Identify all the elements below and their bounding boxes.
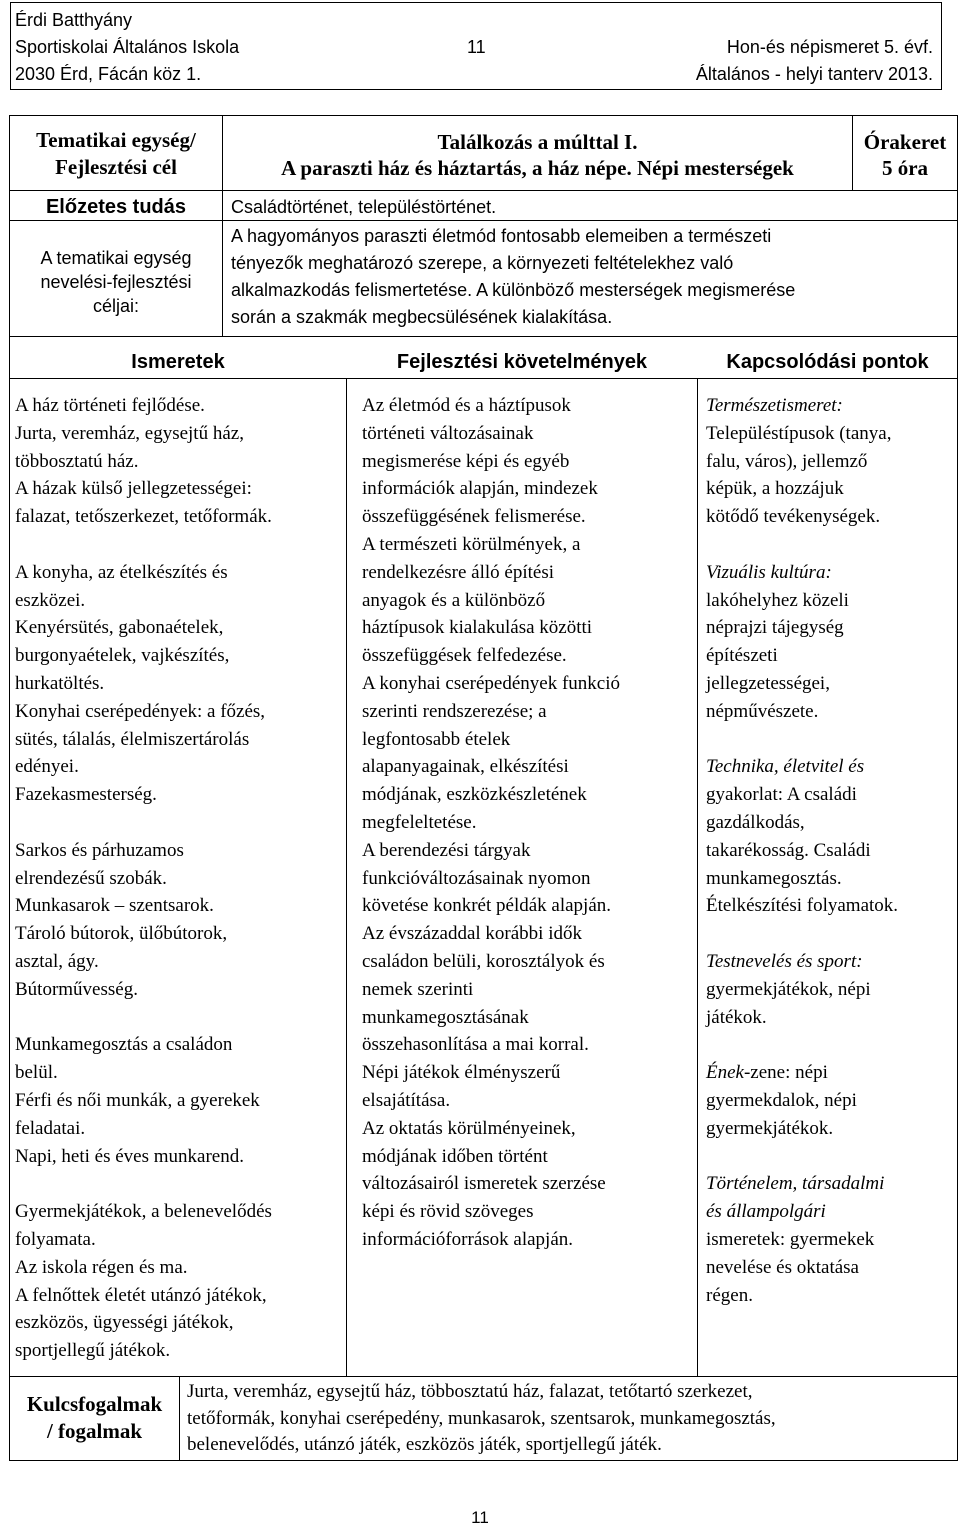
curriculum-title: Általános - helyi tanterv 2013. <box>695 64 933 84</box>
requirements-column <box>362 392 620 1254</box>
knowledge-line: Tároló bútorok, ülőbútorok, <box>15 923 228 945</box>
knowledge-line: Férfi és női munkák, a gyerekek <box>15 1089 260 1111</box>
topic-title: Találkozás a múlttal I. A paraszti ház és háztartás, a ház népe. Népi mesterségek <box>281 130 794 180</box>
knowledge-line: Fazekasmesterség. <box>15 784 157 806</box>
knowledge-line: falazat, tetőszerkezet, tetőformák. <box>15 506 272 528</box>
requirement-line: történeti változásainak <box>362 422 534 444</box>
requirement-line: megismerése képi és egyéb <box>362 450 570 472</box>
connection-visual-culture: Vizuális kultúra: lakóhelyhez közeli néprajzi tájegység építészeti jellegzetességei, népművészete. <box>706 561 849 722</box>
connection-physical-education: Testnevelés és sport: gyermekjátékok, népi játékok. <box>706 950 871 1028</box>
knowledge-line: Konyhai cserépedények: a főzés, <box>15 700 266 722</box>
knowledge-line: Az iskola régen és ma. <box>15 1256 188 1278</box>
column-header-knowledge: Ismeretek <box>131 351 225 373</box>
requirement-line: Népi játékok élményszerű <box>362 1062 561 1084</box>
requirement-line: változásairól ismeretek szerzése <box>362 1173 606 1195</box>
knowledge-line: A konyha, az ételkészítés és <box>15 561 228 583</box>
keywords-label: Kulcsfogalmak / fogalmak <box>26 1392 163 1443</box>
knowledge-line: burgonyaételek, vajkészítés, <box>15 645 230 667</box>
knowledge-line: Napi, heti és éves munkarend. <box>15 1145 244 1167</box>
prior-knowledge-label: Előzetes tudás <box>45 196 187 218</box>
knowledge-line: Munkasarok – szentsarok. <box>15 895 214 917</box>
knowledge-line: Kenyérsütés, gabonaételek, <box>15 617 224 639</box>
knowledge-line: sütés, tálalás, élelmiszertárolás <box>15 728 250 750</box>
requirement-line: munkamegosztásának <box>362 1006 529 1028</box>
connections-column <box>706 392 898 1309</box>
column-header-requirements: Fejlesztési követelmények <box>396 351 648 373</box>
requirement-line: Az életmód és a háztípusok <box>362 395 571 416</box>
subject-title: Hon-és népismeret 5. évf. <box>726 37 933 57</box>
school-type: Sportiskolai Általános Iskola <box>15 37 240 57</box>
knowledge-line <box>15 1004 272 1032</box>
column-header-connections: Kapcsolódási pontok <box>726 351 929 373</box>
knowledge-line: Jurta, veremház, egysejtű ház, <box>15 422 244 444</box>
requirement-line: Az oktatás körülményeinek, <box>362 1117 576 1139</box>
knowledge-line: Gyermekjátékok, a belenevelődés <box>15 1201 272 1223</box>
knowledge-line: asztal, ágy. <box>15 950 99 972</box>
requirement-line: módjának időben történt <box>362 1145 548 1167</box>
knowledge-line: feladatai. <box>15 1117 86 1139</box>
footer-page-number: 11 <box>471 1508 489 1527</box>
requirement-line: elsajátítása. <box>362 1089 451 1111</box>
requirement-line: családon belüli, korosztályok és <box>362 950 605 972</box>
knowledge-line: hurkatöltés. <box>15 672 105 694</box>
requirement-line: A természeti körülmények, a <box>362 533 581 555</box>
requirement-line: megfeleltetése. <box>362 811 477 833</box>
knowledge-column <box>15 392 272 1365</box>
knowledge-line: A ház történeti fejlődése. <box>15 395 205 416</box>
prior-knowledge-text: Családtörténet, településtörténet. <box>231 197 497 217</box>
connection-history: Történelem, társadalmi és állampolgári ismeretek: gyermekek nevelése és oktatása régen. <box>706 1173 885 1306</box>
requirement-line: képi és rövid szöveges <box>362 1201 534 1223</box>
requirement-line: anyagok és a különböző <box>362 589 546 611</box>
knowledge-line: Sarkos és párhuzamos <box>15 839 184 861</box>
page-header <box>10 2 942 90</box>
requirement-line: háztípusok kialakulása közötti <box>362 617 593 639</box>
knowledge-line: többosztatú ház. <box>15 450 139 472</box>
requirement-line: alapanyagainak, elkészítési <box>362 756 569 778</box>
requirement-line: A konyhai cserépedények funkció <box>362 672 620 694</box>
requirement-line: követése konkrét példák alapján. <box>362 895 612 917</box>
requirement-line: összehasonlítása a mai korral. <box>362 1034 589 1056</box>
requirement-line: funkcióváltozásainak nyomon <box>362 867 591 889</box>
knowledge-line: A házak külső jellegzetességei: <box>15 478 252 500</box>
topic-label: Tematikai egység/ Fejlesztési cél <box>36 128 196 179</box>
requirement-line: módjának, eszközkészletének <box>362 784 587 806</box>
knowledge-line: belül. <box>15 1062 58 1084</box>
connection-music: Ének-zene: népi gyermekdalok, népi gyermekjátékok. <box>706 1062 857 1139</box>
requirement-line: A berendezési tárgyak <box>362 839 531 861</box>
knowledge-line <box>15 531 272 559</box>
goals-text: A hagyományos paraszti életmód fontosabb elemeiben a természeti tényezők meghatározó szerepe, a környezeti feltételekhez való alkalmazkodás felismertetése. A különböző mesterségek megismerése során a szakmák megbecsülésének kialakítása. <box>231 226 796 327</box>
knowledge-line: sportjellegű játékok. <box>15 1340 171 1362</box>
hours-frame: Órakeret 5 óra <box>863 130 947 180</box>
requirement-line: szerinti rendszerezése; a <box>362 700 547 722</box>
requirement-line: rendelkezésre álló építési <box>362 561 555 583</box>
connection-technology: Technika, életvitel és gyakorlat: A családi gazdálkodás, takarékosság. Családi munkamegosztás. Ételkészítési folyamatok. <box>706 756 899 917</box>
knowledge-line <box>15 1170 272 1198</box>
knowledge-line <box>15 809 272 837</box>
knowledge-line: folyamata. <box>15 1228 96 1250</box>
school-address: 2030 Érd, Fácán köz 1. <box>15 64 202 84</box>
header-page-number: 11 <box>467 37 486 57</box>
knowledge-line: eszközei. <box>15 589 86 611</box>
knowledge-line: A felnőttek életét utánzó játékok, <box>15 1284 267 1306</box>
connection-natural-science: Természetismeret: Településtípusok (tanya, falu, város), jellemző képük, a hozzájuk kötődő tevékenységek. <box>706 395 892 528</box>
requirement-line: információk alapján, mindezek <box>362 478 598 500</box>
requirement-line: Az évszázaddal korábbi idők <box>362 923 582 945</box>
knowledge-line: elrendezésű szobák. <box>15 867 167 889</box>
requirement-line: összefüggésének felismerése. <box>362 506 586 528</box>
keywords-text: Jurta, veremház, egysejtű ház, többosztatú ház, falazat, tetőtartó szerkezet, tetőformák, konyhai cserépedény, munkasarok, szentsarok, munkamegosztás, belenevelődés, utánzó játék, eszközös játék, sportjellegű játék. <box>187 1381 776 1455</box>
school-name: Érdi Batthyány <box>15 10 133 30</box>
knowledge-line: edényei. <box>15 756 79 778</box>
requirement-line: információforrások alapján. <box>362 1228 574 1250</box>
requirement-line: legfontosabb ételek <box>362 728 511 750</box>
knowledge-line: eszközös, ügyességi játékok, <box>15 1312 234 1334</box>
knowledge-line: Munkamegosztás a családon <box>15 1034 233 1056</box>
knowledge-line: Bútorművesség. <box>15 978 138 1000</box>
requirement-line: összefüggések felfedezése. <box>362 645 567 667</box>
requirement-line: nemek szerinti <box>362 978 474 1000</box>
goals-label: A tematikai egység nevelési-fejlesztési céljai: <box>40 248 192 316</box>
